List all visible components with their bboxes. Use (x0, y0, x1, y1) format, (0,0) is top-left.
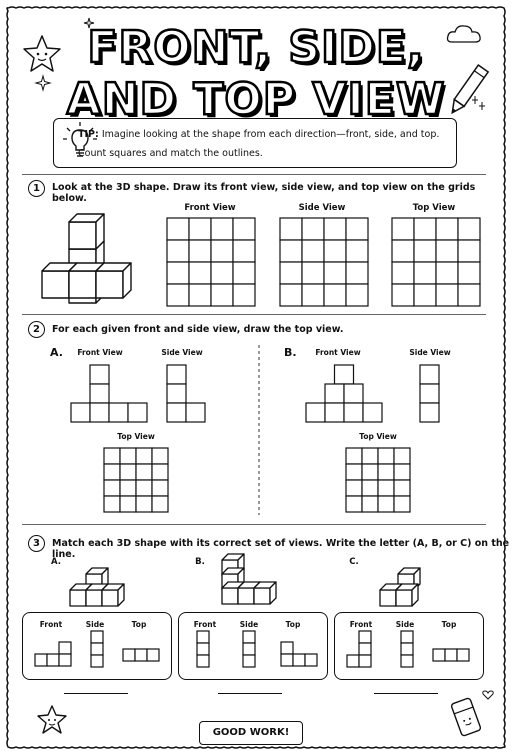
front-view-label: Front View (184, 203, 236, 213)
grid-cell[interactable] (378, 448, 394, 464)
view-square (420, 403, 439, 422)
shape-c-3d (376, 564, 436, 608)
section-2-instruction: For each given front and side view, draw the top view. (52, 324, 344, 335)
grid-cell[interactable] (136, 480, 152, 496)
views-box-1-front-label: Front (39, 620, 63, 629)
view-square (293, 654, 305, 666)
view-square (91, 643, 103, 655)
cube-face (70, 590, 86, 606)
grid-cell[interactable] (280, 218, 302, 240)
view-square (420, 384, 439, 403)
grid-cell[interactable] (152, 496, 168, 512)
grid-cell[interactable] (346, 284, 368, 306)
page-title-line-2: AND TOP VIEW (66, 74, 446, 125)
heart-icon (482, 690, 494, 700)
grid-cell[interactable] (211, 262, 233, 284)
side-view-label: Side View (298, 203, 346, 213)
views-box-3-top-label: Top (441, 620, 457, 629)
star-doodle-icon (36, 704, 68, 736)
views-box-1-top-label: Top (131, 620, 147, 629)
grid-cell[interactable] (362, 496, 378, 512)
view-square (147, 649, 159, 661)
grid-cell[interactable] (302, 262, 324, 284)
grid-cell[interactable] (152, 448, 168, 464)
problem-b-side-label: Side View (409, 348, 451, 357)
grid-cell[interactable] (233, 284, 255, 306)
views-box-3-top (432, 648, 472, 662)
grid-cell[interactable] (189, 284, 211, 306)
eraser-doodle-icon (446, 694, 486, 740)
grid-cell[interactable] (346, 496, 362, 512)
grid-cell[interactable] (362, 464, 378, 480)
views-box-1-side-label: Side (85, 620, 105, 629)
problem-a-front-label: Front View (77, 348, 123, 357)
problem-b-side-view (419, 364, 441, 424)
view-square (420, 365, 439, 384)
view-square (325, 384, 344, 403)
shape-c-letter: C. (349, 557, 359, 567)
grid-cell[interactable] (346, 262, 368, 284)
section-1-number: 1 (28, 180, 45, 197)
grid-cell[interactable] (436, 240, 458, 262)
view-square (59, 654, 71, 666)
good-work-badge: GOOD WORK! (199, 721, 303, 745)
view-square (305, 654, 317, 666)
problem-a-top-view-grid[interactable] (103, 447, 169, 513)
views-box-3-side (400, 630, 414, 668)
cube-face (222, 588, 238, 604)
grid-cell[interactable] (392, 262, 414, 284)
grid-cell[interactable] (233, 240, 255, 262)
view-square (197, 655, 209, 667)
grid-cell[interactable] (211, 284, 233, 306)
grid-cell[interactable] (458, 240, 480, 262)
grid-cell[interactable] (104, 448, 120, 464)
view-square (344, 384, 363, 403)
views-box-1-side (90, 630, 104, 668)
grid-cell[interactable] (302, 284, 324, 306)
problem-a-front-view (70, 364, 150, 424)
grid-cell[interactable] (302, 218, 324, 240)
grid-cell[interactable] (394, 448, 410, 464)
view-square (59, 642, 71, 654)
problem-b-top-label: Top View (359, 432, 397, 441)
view-square (128, 403, 147, 422)
cube-face (86, 590, 102, 606)
view-square (167, 365, 186, 384)
grid-cell[interactable] (458, 262, 480, 284)
grid-cell[interactable] (394, 464, 410, 480)
cube-face (69, 271, 96, 298)
view-square (457, 649, 469, 661)
grid-cell[interactable] (324, 262, 346, 284)
view-square (401, 655, 413, 667)
view-square (347, 655, 359, 667)
section-2-center-divider (258, 345, 260, 545)
grid-cell[interactable] (346, 218, 368, 240)
view-square (186, 403, 205, 422)
view-square (363, 403, 382, 422)
views-box-2-top-label: Top (285, 620, 301, 629)
view-square (335, 365, 354, 384)
grid-cell[interactable] (211, 240, 233, 262)
grid-cell[interactable] (362, 480, 378, 496)
grid-cell[interactable] (458, 218, 480, 240)
grid-cell[interactable] (302, 240, 324, 262)
grid-cell[interactable] (414, 240, 436, 262)
problem-b-top-view-grid[interactable] (345, 447, 411, 513)
views-box-2-side (242, 630, 256, 668)
views-box-1-top (122, 648, 162, 662)
grid-cell[interactable] (104, 496, 120, 512)
view-square (90, 365, 109, 384)
problem-a-top-label: Top View (117, 432, 155, 441)
view-square (281, 654, 293, 666)
grid-cell[interactable] (136, 464, 152, 480)
grid-cell[interactable] (120, 448, 136, 464)
views-box-2-top (280, 641, 320, 667)
grid-cell[interactable] (120, 464, 136, 480)
tip-body: Imagine looking at the shape from each direction—front, side, and top. Count squares and match the outlines. (78, 129, 440, 159)
view-square (433, 649, 445, 661)
view-square (197, 631, 209, 643)
grid-cell[interactable] (436, 284, 458, 306)
view-square (281, 642, 293, 654)
grid-cell[interactable] (167, 240, 189, 262)
view-square (306, 403, 325, 422)
view-square (359, 643, 371, 655)
grid-cell[interactable] (414, 262, 436, 284)
grid-cell[interactable] (324, 218, 346, 240)
grid-cell[interactable] (189, 218, 211, 240)
views-box-1-front (34, 641, 74, 667)
grid-cell[interactable] (136, 448, 152, 464)
divider (22, 174, 486, 175)
shape-b-3d (216, 552, 306, 608)
grid-cell[interactable] (167, 218, 189, 240)
grid-cell[interactable] (167, 262, 189, 284)
view-square (90, 384, 109, 403)
grid-cell[interactable] (189, 262, 211, 284)
grid-cell[interactable] (378, 464, 394, 480)
problem-a-side-label: Side View (161, 348, 203, 357)
grid-cell[interactable] (120, 496, 136, 512)
cube-face (254, 588, 270, 604)
shape-a-letter: A. (51, 557, 61, 567)
view-square (135, 649, 147, 661)
view-square (359, 631, 371, 643)
section-3-number: 3 (28, 535, 45, 552)
cube-face (238, 588, 254, 604)
answer-line-3[interactable] (374, 693, 438, 694)
page-title-line-1: FRONT, SIDE, (87, 22, 425, 73)
views-box-3-front-label: Front (349, 620, 373, 629)
grid-cell[interactable] (414, 218, 436, 240)
view-square (243, 655, 255, 667)
section-3-instruction: Match each 3D shape with its correct set of views. Write the letter (A, B, or C) on the line. (52, 538, 510, 560)
view-square (167, 403, 186, 422)
grid-cell[interactable] (233, 262, 255, 284)
section-2-number: 2 (28, 321, 45, 338)
grid-cell[interactable] (346, 480, 362, 496)
view-square (109, 403, 128, 422)
view-square (445, 649, 457, 661)
top-view-label: Top View (412, 203, 456, 213)
views-box-3-front (346, 630, 374, 668)
cube-face (396, 590, 412, 606)
problem-a-side-view (166, 364, 206, 424)
grid-cell[interactable] (120, 480, 136, 496)
view-square (91, 655, 103, 667)
cube-face (102, 590, 118, 606)
views-box-2-front (196, 630, 210, 668)
cube-face (42, 271, 69, 298)
view-square (167, 384, 186, 403)
grid-cell[interactable] (458, 284, 480, 306)
problem-b-front-view (305, 364, 385, 424)
answer-line-1[interactable] (64, 693, 128, 694)
grid-cell[interactable] (362, 448, 378, 464)
grid-cell[interactable] (414, 284, 436, 306)
grid-cell[interactable] (280, 240, 302, 262)
problem-b-letter: B. (284, 346, 297, 359)
grid-cell[interactable] (280, 262, 302, 284)
views-box-2-front-label: Front (193, 620, 217, 629)
grid-cell[interactable] (394, 480, 410, 496)
view-square (243, 643, 255, 655)
top-view-grid[interactable] (391, 217, 481, 307)
grid-cell[interactable] (346, 464, 362, 480)
grid-cell[interactable] (152, 464, 168, 480)
grid-cell[interactable] (152, 480, 168, 496)
section-1-instruction: Look at the 3D shape. Draw its front view, side view, and top view on the grids below. (52, 182, 476, 204)
grid-cell[interactable] (378, 480, 394, 496)
view-square (90, 403, 109, 422)
divider (22, 524, 486, 525)
view-square (359, 655, 371, 667)
views-box-2-side-label: Side (239, 620, 259, 629)
grid-cell[interactable] (189, 240, 211, 262)
section-1-3d-shape (40, 204, 136, 304)
view-square (344, 403, 363, 422)
cube-face (380, 590, 396, 606)
view-square (243, 631, 255, 643)
grid-cell[interactable] (324, 240, 346, 262)
answer-line-2[interactable] (218, 693, 282, 694)
view-square (71, 403, 90, 422)
problem-b-front-label: Front View (315, 348, 361, 357)
grid-cell[interactable] (392, 240, 414, 262)
grid-cell[interactable] (280, 284, 302, 306)
view-square (91, 631, 103, 643)
shape-b-letter: B. (195, 557, 205, 567)
grid-cell[interactable] (324, 284, 346, 306)
view-square (401, 643, 413, 655)
grid-cell[interactable] (233, 218, 255, 240)
tip-label: TIP: (78, 129, 99, 140)
front-view-grid[interactable] (166, 217, 256, 307)
grid-cell[interactable] (211, 218, 233, 240)
grid-cell[interactable] (392, 218, 414, 240)
grid-cell[interactable] (436, 218, 458, 240)
grid-cell[interactable] (346, 240, 368, 262)
view-square (123, 649, 135, 661)
shape-a-3d (66, 562, 156, 612)
side-view-grid[interactable] (279, 217, 369, 307)
grid-cell[interactable] (104, 480, 120, 496)
grid-cell[interactable] (136, 496, 152, 512)
views-box-3-side-label: Side (395, 620, 415, 629)
view-square (401, 631, 413, 643)
grid-cell[interactable] (104, 464, 120, 480)
grid-cell[interactable] (436, 262, 458, 284)
problem-a-letter: A. (50, 346, 63, 359)
view-square (197, 643, 209, 655)
cube-face (69, 222, 96, 249)
grid-cell[interactable] (167, 284, 189, 306)
view-square (47, 654, 59, 666)
tip-text (78, 125, 448, 163)
view-square (325, 403, 344, 422)
view-square (35, 654, 47, 666)
grid-cell[interactable] (346, 448, 362, 464)
cube-face (96, 271, 123, 298)
divider (22, 314, 486, 315)
grid-cell[interactable] (394, 496, 410, 512)
grid-cell[interactable] (392, 284, 414, 306)
grid-cell[interactable] (378, 496, 394, 512)
